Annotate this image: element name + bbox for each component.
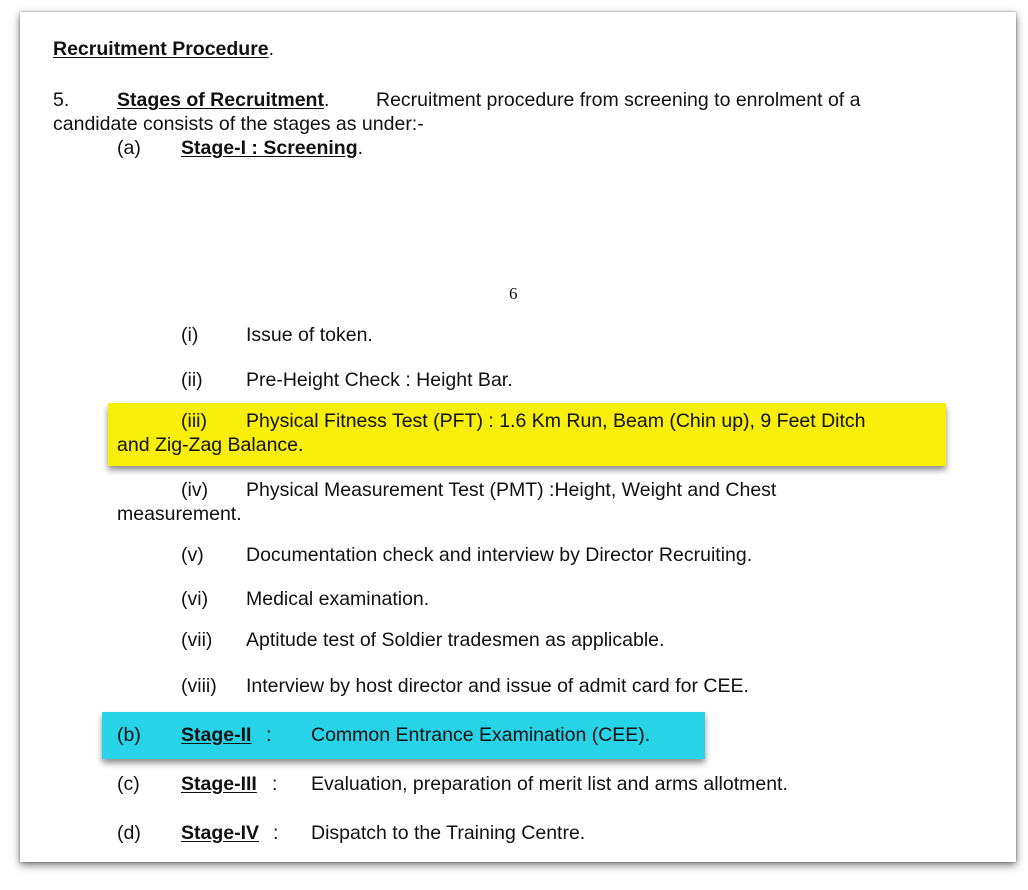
para5-text-line1: Recruitment procedure from screening to enrolment of a	[376, 89, 861, 111]
heading-punct: .	[268, 38, 275, 60]
stage-b-label: (b)	[117, 724, 141, 746]
para5-title: Stages of Recruitment	[117, 89, 324, 111]
item-vii-text: Aptitude test of Soldier tradesmen as applicable.	[246, 629, 665, 651]
stage-a-title-line	[181, 136, 363, 160]
stage-d-text: Dispatch to the Training Centre.	[311, 822, 586, 844]
item-v-num: (v)	[181, 544, 204, 566]
item-viii-text: Interview by host director and issue of admit card for CEE.	[246, 675, 749, 697]
stage-b-text: Common Entrance Examination (CEE).	[311, 724, 651, 746]
stage-d-sep: :	[273, 822, 279, 844]
stage-d-label: (d)	[117, 822, 141, 844]
item-ii-text: Pre-Height Check : Height Bar.	[246, 369, 513, 391]
document-page	[20, 12, 1016, 862]
item-ii-num: (ii)	[181, 369, 203, 391]
item-iii-cont: and Zig-Zag Balance.	[117, 434, 304, 456]
item-viii-num: (viii)	[181, 675, 217, 697]
stage-c-text: Evaluation, preparation of merit list and arms allotment.	[311, 773, 788, 795]
stage-c-sep: :	[272, 773, 278, 795]
page-number: 6	[509, 284, 518, 303]
stage-b-title: Stage-II	[181, 724, 252, 746]
item-vii-num: (vii)	[181, 629, 213, 651]
stage-b-sep: :	[266, 724, 272, 746]
item-iv-num: (iv)	[181, 479, 209, 501]
stage-d-title: Stage-IV	[181, 822, 260, 844]
item-iii-num: (iii)	[181, 410, 207, 432]
section-heading	[53, 37, 274, 61]
stage-c-label: (c)	[117, 773, 140, 795]
para5-text-line2: candidate consists of the stages as under:-	[53, 113, 424, 135]
stage-c-title: Stage-III	[181, 773, 257, 795]
stage-a-title: Stage-I : Screening	[181, 137, 358, 159]
item-i-num: (i)	[181, 324, 199, 346]
item-vi-num: (vi)	[181, 588, 209, 610]
item-vi-text: Medical examination.	[246, 588, 430, 610]
para5-number: 5.	[53, 89, 70, 111]
para5-title-punct: .	[323, 89, 330, 111]
item-i-text: Issue of token.	[246, 324, 373, 346]
para5-title-line	[117, 88, 329, 112]
item-iii-text: Physical Fitness Test (PFT) : 1.6 Km Run, Beam (Chin up), 9 Feet Ditch	[246, 410, 866, 432]
item-v-text: Documentation check and interview by Director Recruiting.	[246, 544, 753, 566]
stage-a-punct: .	[357, 137, 364, 159]
stage-a-label: (a)	[117, 137, 141, 159]
heading-text: Recruitment Procedure	[53, 38, 269, 60]
item-iv-text: Physical Measurement Test (PMT) :Height, Weight and Chest	[246, 479, 777, 501]
item-iv-cont: measurement.	[117, 503, 242, 525]
